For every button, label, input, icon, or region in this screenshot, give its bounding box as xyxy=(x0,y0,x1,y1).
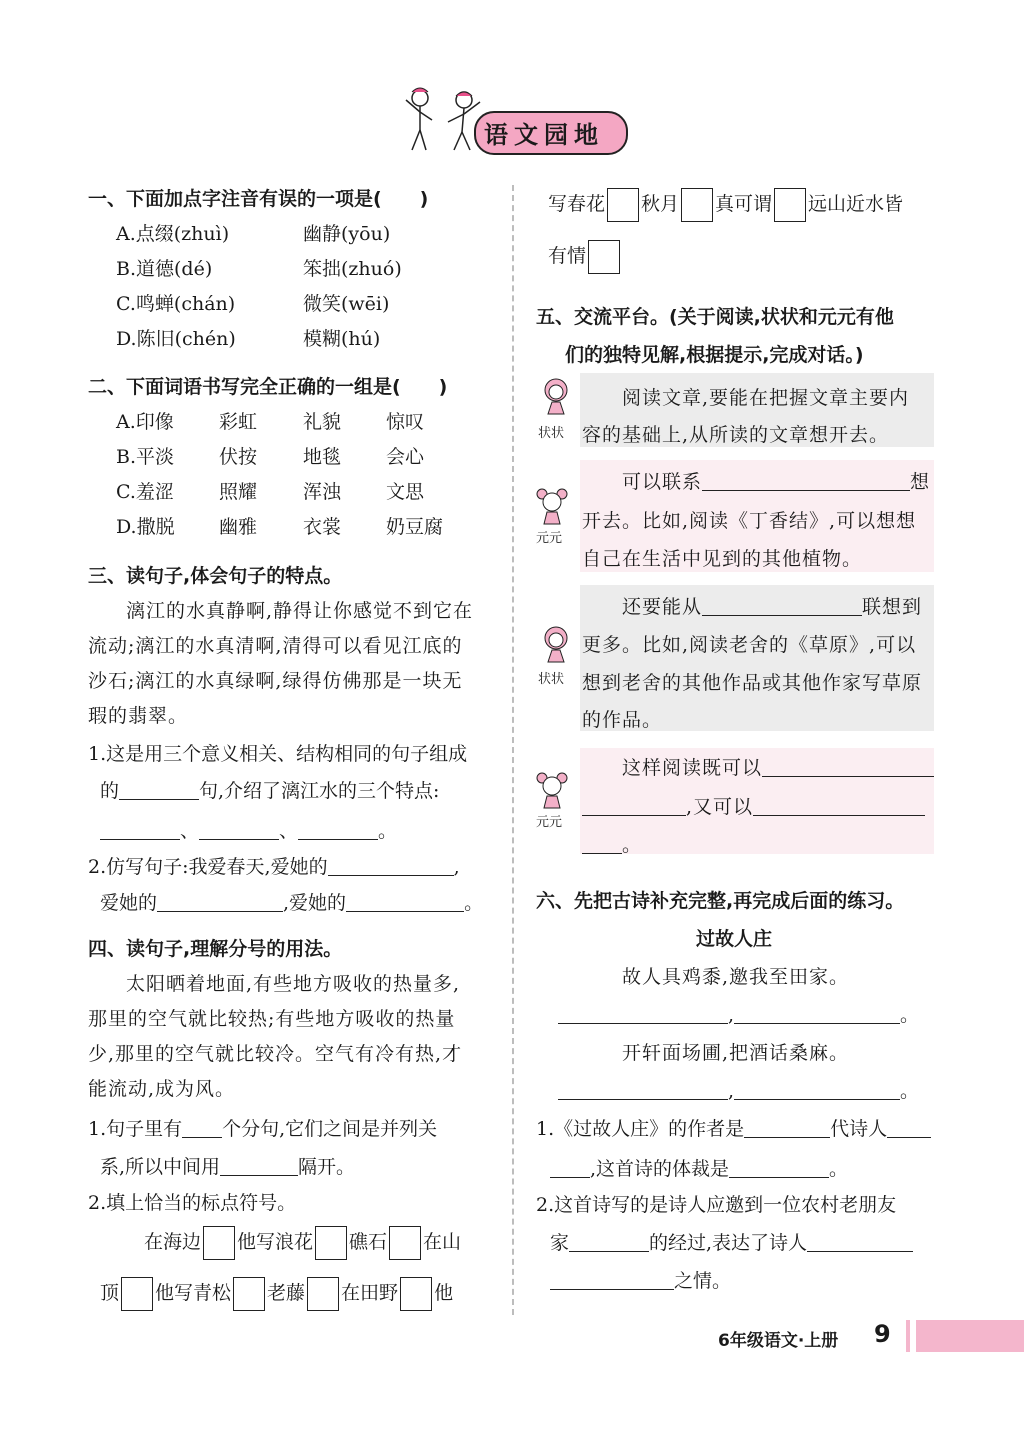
text: 系,所以中间用 xyxy=(100,1156,221,1178)
q4-s2-title: 2.填上恰当的标点符号。 xyxy=(88,1192,297,1214)
q4-s1-line1 xyxy=(88,1114,437,1141)
q5-title-line2: 们的独特见解,根据提示,完成对话。) xyxy=(565,344,864,366)
text: 有情 xyxy=(548,245,587,267)
page-number: 9 xyxy=(874,1320,891,1348)
q4-punct-line1 xyxy=(144,1226,461,1260)
dialogue-line: 更多。比如,阅读老舍的《草原》,可以 xyxy=(582,634,917,656)
q2-cell: B.平淡 xyxy=(116,446,175,468)
answer-blank[interactable] xyxy=(753,795,925,816)
punct-box[interactable] xyxy=(315,1226,347,1260)
q4-title: 四、读句子,理解分号的用法。 xyxy=(88,938,343,960)
q6-title: 六、先把古诗补充完整,再完成后面的练习。 xyxy=(536,890,905,912)
text: 在山 xyxy=(423,1231,462,1253)
q2-cell: 奶豆腐 xyxy=(386,516,444,538)
q2-cell: 幽雅 xyxy=(219,516,258,538)
text: 、 xyxy=(180,820,200,842)
answer-blank[interactable] xyxy=(550,1157,590,1178)
text: 联想到 xyxy=(862,596,923,618)
q4-para-line: 能流动,成为风。 xyxy=(88,1078,236,1100)
text: 真可谓 xyxy=(715,193,773,215)
q5-title-line1: 五、交流平台。(关于阅读,状状和元元有他 xyxy=(536,306,894,328)
text: 1.句子里有 xyxy=(88,1118,183,1140)
text: 想 xyxy=(910,471,931,493)
poem-line: 故人具鸡黍,邀我至田家。 xyxy=(622,966,850,988)
q3-s2-line1 xyxy=(88,852,460,879)
q4-punct-line4 xyxy=(548,240,622,274)
text: 老藤 xyxy=(267,1282,306,1304)
yuanyuan-avatar-icon xyxy=(532,770,572,810)
q1-option-c1: C.鸣蝉(chán) xyxy=(116,293,236,315)
page-title: 语文园地 xyxy=(484,121,604,149)
text: 在田野 xyxy=(341,1282,399,1304)
text: 在海边 xyxy=(144,1231,202,1253)
q4-punct-line2 xyxy=(100,1277,453,1311)
punct-box[interactable] xyxy=(203,1226,235,1260)
q2-cell: 礼貌 xyxy=(303,411,342,433)
q1-option-b1: B.道德(dé) xyxy=(116,258,213,280)
text: 个分句,它们之间是并列关 xyxy=(222,1118,438,1140)
q2-cell: 衣裳 xyxy=(303,516,342,538)
poem-title: 过故人庄 xyxy=(696,928,773,950)
zhuangzhuang-avatar-icon xyxy=(538,624,574,664)
answer-blank[interactable] xyxy=(346,891,464,912)
dialogue-line-with-blank xyxy=(582,830,642,857)
poem-blank-line xyxy=(558,1000,919,1027)
q3-s1-line: 1.这是用三个意义相关、结构相同的句子组成 xyxy=(88,743,468,765)
text: 。 xyxy=(829,1158,849,1180)
q1-title: 一、下面加点字注音有误的一项是( ) xyxy=(88,188,429,210)
dialogue-line-with-blank xyxy=(622,467,930,494)
q3-s2-line2 xyxy=(100,888,483,915)
poem-line: 开轩面场圃,把酒话桑麻。 xyxy=(622,1042,850,1064)
q2-cell: 彩虹 xyxy=(219,411,258,433)
punct-box[interactable] xyxy=(774,188,806,222)
text: , xyxy=(728,1080,735,1102)
text: 爱她的 xyxy=(100,892,158,914)
text: 远山近水皆 xyxy=(808,193,904,215)
text: 代诗人 xyxy=(830,1118,888,1140)
q6-s1-line2 xyxy=(550,1154,848,1181)
answer-blank[interactable] xyxy=(182,1117,222,1138)
answer-blank[interactable] xyxy=(762,756,934,777)
text: 1.《过故人庄》的作者是 xyxy=(536,1118,745,1140)
answer-blank[interactable] xyxy=(734,1003,900,1024)
punct-box[interactable] xyxy=(681,188,713,222)
speaker-name: 元元 xyxy=(536,531,563,546)
q6-s2-line3 xyxy=(550,1266,731,1293)
speaker-name: 状状 xyxy=(538,426,565,441)
q2-cell: 文思 xyxy=(386,481,425,503)
answer-blank[interactable] xyxy=(702,595,862,616)
text: 他写青松 xyxy=(155,1282,232,1304)
q2-cell: 浑浊 xyxy=(303,481,342,503)
footer-divider xyxy=(906,1320,910,1352)
text: 顶 xyxy=(100,1282,120,1304)
punct-box[interactable] xyxy=(607,188,639,222)
punct-box[interactable] xyxy=(233,1277,265,1311)
answer-blank[interactable] xyxy=(550,1269,674,1290)
dialogue-line: 容的基础上,从所读的文章想开去。 xyxy=(582,424,890,446)
footer-bar xyxy=(916,1320,1024,1352)
q1-option-a1: A.点缀(zhuì) xyxy=(116,223,230,245)
q3-s1-blank-line xyxy=(100,776,439,803)
answer-blank[interactable] xyxy=(807,1231,913,1252)
dialogue-line: 阅读文章,要能在把握文章主要内 xyxy=(622,387,910,409)
speaker-name: 状状 xyxy=(538,672,565,687)
q1-option-b2: 笨拙(zhuó) xyxy=(303,258,402,280)
answer-blank[interactable] xyxy=(199,819,279,840)
q2-cell: 伏按 xyxy=(219,446,258,468)
q6-s2-line1: 2.这首诗写的是诗人应邀到一位农村老朋友 xyxy=(536,1194,897,1216)
q6-s2-line2 xyxy=(550,1228,913,1255)
text: ,又可以 xyxy=(686,796,754,818)
dialogue-line: 想到老舍的其他作品或其他作家写草原 xyxy=(582,672,923,694)
answer-blank[interactable] xyxy=(100,819,180,840)
q2-cell: A.印像 xyxy=(116,411,174,433)
q3-title: 三、读句子,体会句子的特点。 xyxy=(88,565,343,587)
text: 。 xyxy=(900,1004,920,1026)
q1-option-a2: 幽静(yōu) xyxy=(303,223,391,245)
q4-s1-line2 xyxy=(100,1152,355,1179)
answer-blank[interactable] xyxy=(734,1079,900,1100)
text: 。 xyxy=(900,1080,920,1102)
q4-punct-line3 xyxy=(548,188,903,222)
q2-cell: D.撒脱 xyxy=(116,516,175,538)
poem-blank-line xyxy=(558,1076,919,1103)
text: ,爱她的 xyxy=(283,892,347,914)
q4-para-line: 太阳晒着地面,有些地方吸收的热量多, xyxy=(126,973,461,995)
text: 。 xyxy=(378,820,398,842)
text: , xyxy=(728,1004,735,1026)
q2-cell: 会心 xyxy=(386,446,425,468)
text: 还要能从 xyxy=(622,596,703,618)
text: 可以联系 xyxy=(622,471,703,493)
text: 秋月 xyxy=(641,193,680,215)
dialogue-line-with-blank xyxy=(622,592,922,619)
q1-option-d1: D.陈旧(chén) xyxy=(116,328,236,350)
q2-cell: 惊叹 xyxy=(386,411,425,433)
text: 句,介绍了漓江水的三个特点: xyxy=(199,780,440,802)
answer-blank[interactable] xyxy=(582,795,686,816)
answer-blank[interactable] xyxy=(220,1155,298,1176)
speaker-name: 元元 xyxy=(536,815,563,830)
q1-option-d2: 模糊(hú) xyxy=(303,328,381,350)
punct-box[interactable] xyxy=(389,1226,421,1260)
answer-blank[interactable] xyxy=(328,855,454,876)
text: 、 xyxy=(279,820,299,842)
q1-option-c2: 微笑(wēi) xyxy=(303,293,390,315)
answer-blank[interactable] xyxy=(569,1231,649,1252)
book-label: 6年级语文·上册 xyxy=(718,1331,839,1351)
q4-para-line: 那里的空气就比较热;有些地方吸收的热量 xyxy=(88,1008,456,1030)
answer-blank[interactable] xyxy=(157,891,283,912)
yuanyuan-avatar-icon xyxy=(532,486,572,526)
answer-blank[interactable] xyxy=(702,470,910,491)
text: 。 xyxy=(622,834,643,856)
q3-s1-three-blanks xyxy=(100,816,397,843)
dialogue-line-with-blank xyxy=(622,753,934,780)
text: 。 xyxy=(464,892,484,914)
punct-box[interactable] xyxy=(588,240,620,274)
punct-box[interactable] xyxy=(400,1277,432,1311)
text: 他 xyxy=(434,1282,454,1304)
punct-box[interactable] xyxy=(307,1277,339,1311)
zhuangzhuang-avatar-icon xyxy=(538,376,574,416)
q3-para-line: 漓江的水真静啊,静得让你感觉不到它在 xyxy=(126,600,474,622)
dialogue-line: 的作品。 xyxy=(582,709,663,731)
answer-blank[interactable] xyxy=(744,1117,830,1138)
q6-s1-line1 xyxy=(536,1114,931,1141)
q2-cell: C.羞涩 xyxy=(116,481,174,503)
text: 之情。 xyxy=(674,1270,732,1292)
text: 2.仿写句子:我爱春天,爱她的 xyxy=(88,856,328,878)
q2-cell: 照耀 xyxy=(219,481,258,503)
dialogue-line-with-blank xyxy=(582,792,925,819)
dialogue-line: 开去。比如,阅读《丁香结》,可以想想 xyxy=(582,510,917,532)
column-divider xyxy=(512,185,514,1315)
dialogue-line: 自己在生活中见到的其他植物。 xyxy=(582,548,863,570)
answer-blank[interactable] xyxy=(558,1003,728,1024)
text: 隔开。 xyxy=(298,1156,356,1178)
q3-para-line: 瑕的翡翠。 xyxy=(88,705,189,727)
text: 的 xyxy=(100,780,120,802)
text: ,这首诗的体裁是 xyxy=(590,1158,730,1180)
punct-box[interactable] xyxy=(121,1277,153,1311)
answer-blank[interactable] xyxy=(887,1117,931,1138)
text: 的经过,表达了诗人 xyxy=(649,1232,808,1254)
text: 写春花 xyxy=(548,193,606,215)
text: 家 xyxy=(550,1232,570,1254)
text: 这样阅读既可以 xyxy=(622,757,763,779)
text: 礁石 xyxy=(349,1231,388,1253)
q3-para-line: 沙石;漓江的水真绿啊,绿得仿佛那是一块无 xyxy=(88,670,463,692)
q3-para-line: 流动;漓江的水真清啊,清得可以看见江底的 xyxy=(88,635,463,657)
q2-title: 二、下面词语书写完全正确的一组是( ) xyxy=(88,376,448,398)
q2-cell: 地毯 xyxy=(303,446,342,468)
text: 他写浪花 xyxy=(237,1231,314,1253)
q4-para-line: 少,那里的空气就比较冷。空气有冷有热,才 xyxy=(88,1043,463,1065)
text: , xyxy=(453,856,460,878)
answer-blank[interactable] xyxy=(298,819,378,840)
answer-blank[interactable] xyxy=(582,833,622,854)
answer-blank[interactable] xyxy=(729,1157,829,1178)
answer-blank[interactable] xyxy=(558,1079,728,1100)
answer-blank[interactable] xyxy=(119,779,199,800)
